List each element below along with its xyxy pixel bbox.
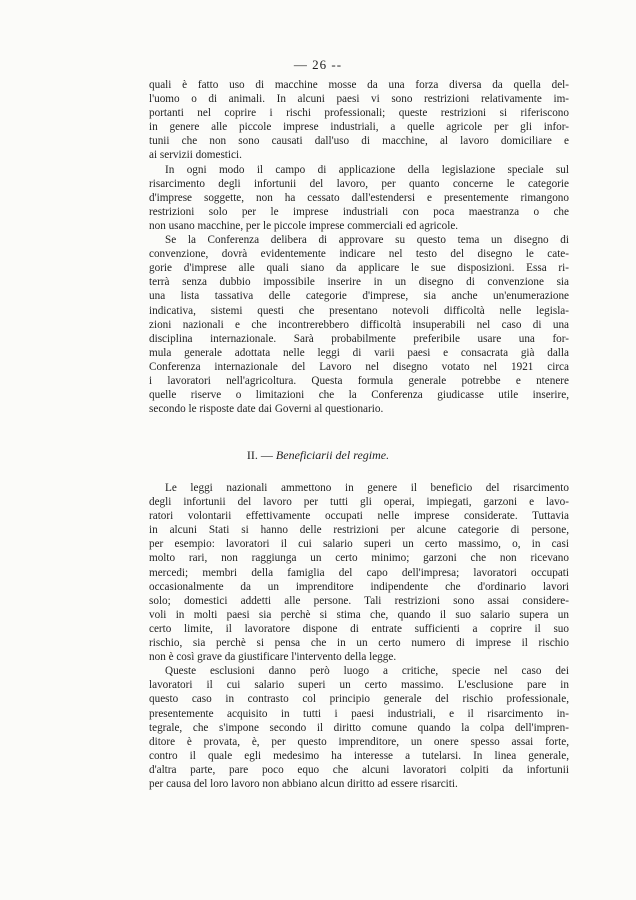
text-line: Se la Conferenza delibera di approvare su questo tema un disegno di: [165, 234, 569, 247]
text-line: i lavoratori nell'agricoltura. Questa formula generale potrebbe e ntenere: [149, 374, 569, 387]
text-line: occasionalmente da un imprenditore indipendente che d'ordinario lavori: [149, 580, 569, 593]
text-line: in alcuni Stati si hanno delle restrizioni per alcune categorie di persone,: [149, 524, 569, 537]
text-line: indicativa, sistemi questi che presentano notevoli difficoltà nelle legisla-: [149, 304, 569, 317]
text-line: non è così grave da giustificare l'intervento della legge.: [149, 651, 397, 664]
section-numeral: II. —: [246, 448, 273, 462]
page-number: — 26 --: [293, 57, 343, 72]
text-line: molto rari, non raggiunga un certo minimo; garzoni che non ricevano: [149, 552, 569, 565]
text-line: degli infortunii del lavoro per tutti gli operai, impiegati, garzoni e lavo-: [149, 496, 569, 509]
section-heading: [0, 448, 636, 463]
text-line: terrà senza dubbio impossibile inserire in un disegno di convenzione sia: [149, 276, 569, 289]
text-line: d'imprese soggette, non ha cessato dall'estendersi e presentemente rimangono: [149, 191, 569, 204]
text-line: lavoratori il cui salario superi un certo massimo. L'esclusione pare in: [149, 679, 569, 692]
text-line: portanti nel coprire i rischi professionali; queste restrizioni si riferiscono: [149, 107, 569, 120]
text-line: una lista tassativa delle categorie d'imprese, sia anche un'enumerazione: [149, 290, 569, 303]
text-line: tunii che non sono causati dall'uso di macchine, al lavoro domiciliare e: [149, 135, 569, 148]
text-line: in genere alle piccole imprese industriali, a quelle agricole per gli infor-: [149, 121, 569, 134]
text-line: quali è fatto uso di macchine mosse da una forza diversa da quella del-: [149, 79, 569, 91]
text-block-2: [149, 481, 569, 791]
text-line: rischio, sia perchè si pensa che in un certo numero di imprese il rischio: [149, 637, 569, 650]
text-line: Queste esclusioni danno però luogo a critiche, specie nel caso dei: [165, 665, 569, 678]
text-line: certo limite, il lavoratore dispone di entrate sufficienti a coprire il suo: [149, 622, 569, 635]
text-line: disciplina internazionale. Sarà probabilmente preferibile usare una for-: [149, 332, 569, 345]
text-line: voli in molti paesi sia perchè si stima che, quando il suo salario supera un: [149, 608, 569, 621]
text-line: zioni nazionali e che incontrerebbero difficoltà insuperabili nel caso di una: [149, 318, 569, 331]
text-line: mercedi; membri della famiglia del capo dell'impresa; lavoratori occupati: [149, 566, 569, 579]
text-line: per causa del loro lavoro non abbiano alcun diritto ad essere risarciti.: [149, 777, 458, 790]
text-line: per esempio: lavoratori il cui salario superi un certo massimo, o, in casi: [149, 538, 569, 551]
text-line: ditore è provata, è, per questo imprenditore, un onere spesso assai forte,: [149, 735, 569, 748]
text-line: quelle riserve o limitazioni che la Conferenza giudicasse utile inserire,: [149, 389, 569, 402]
text-line: solo; domestici addetti alle persone. Tali restrizioni sono assai considere-: [149, 594, 569, 607]
text-line: contro il quale egli medesimo ha interesse a tutelarsi. In linea generale,: [149, 749, 569, 762]
text-line: ratori volontarii effettivamente occupati nelle imprese considerate. Tuttavia: [149, 510, 569, 523]
section-title: Beneficiarii del regime.: [275, 448, 390, 462]
text-line: restrizioni solo per le imprese industriali con poca maestranza o che: [149, 205, 569, 218]
text-line: convenzione, dovrà evidentemente indicare nel testo del disegno le cate-: [149, 248, 569, 261]
text-line: l'uomo o di animali. In alcuni paesi vi sono restrizioni relativamente im-: [149, 93, 569, 106]
text-line: non usano macchine, per le piccole imprese commerciali ed agricole.: [149, 219, 459, 232]
text-line: tegrale, che s'impone secondo il diritto comune quando la colpa dell'impren-: [149, 721, 569, 734]
text-line: Le leggi nazionali ammettono in genere il beneficio del risarcimento: [165, 482, 569, 494]
text-line: mula generale adottata nelle leggi di varii paesi e consacrata già dalla: [149, 346, 569, 359]
text-line: Conferenza internazionale del Lavoro nel disegno votato nel 1921 circa: [149, 360, 569, 373]
text-block-1: [149, 78, 569, 416]
text-line: risarcimento degli infortunii del lavoro, per quanto concerne le categorie: [149, 177, 569, 190]
text-line: questo caso in contrasto col principio generale del rischio professionale,: [149, 693, 569, 706]
text-line: In ogni modo il campo di applicazione della legislazione speciale sul: [165, 163, 569, 176]
text-line: gorie d'imprese alle quali siano da applicare le sue disposizioni. Essa ri-: [149, 262, 569, 275]
text-line: secondo le risposte date dai Governi al questionario.: [149, 403, 384, 416]
text-line: presentemente acquisito in tutti i paesi industriali, e il risarcimento in-: [149, 707, 569, 720]
text-line: d'altra parte, pare poco equo che alcuni lavoratori colpiti da infortunii: [149, 763, 569, 776]
text-line: ai servizii domestici.: [149, 149, 242, 162]
